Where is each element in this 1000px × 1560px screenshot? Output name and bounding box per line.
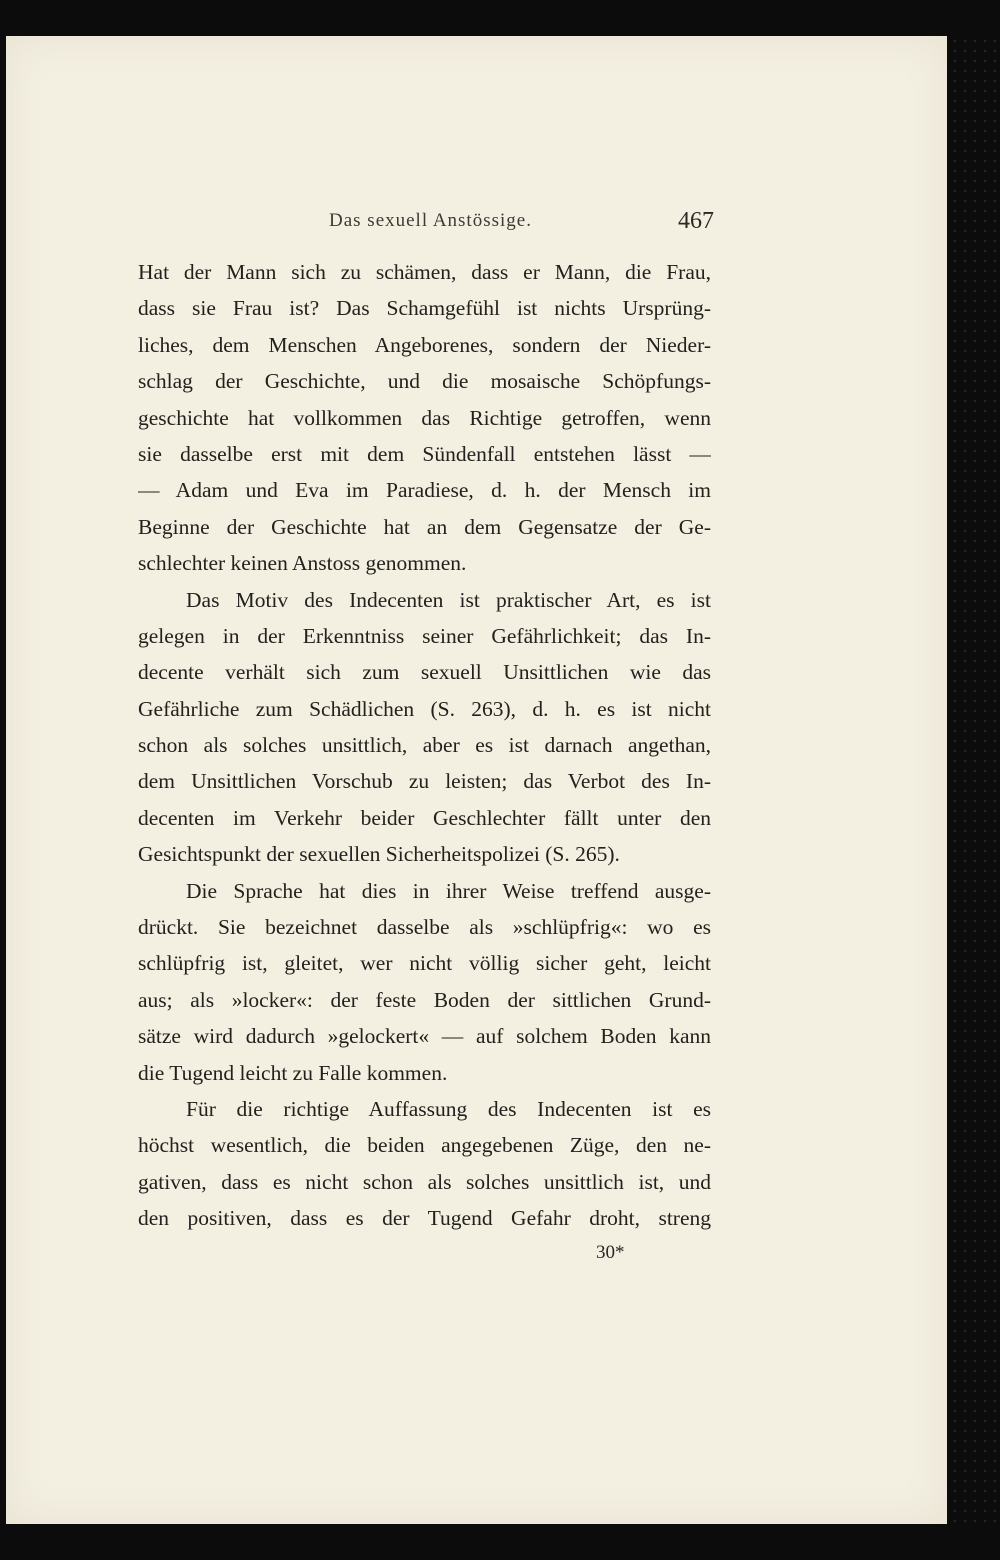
text-line: decente verhält sich zum sexuell Unsittlichen wie das bbox=[138, 660, 711, 685]
text-line: schlechter keinen Anstoss genommen. bbox=[138, 551, 467, 576]
text-line: dem Unsittlichen Vorschub zu leisten; das Verbot des In- bbox=[138, 769, 711, 794]
running-title: Das sexuell Anstössige. bbox=[329, 210, 532, 231]
text-line: Das Motiv des Indecenten ist praktischer Art, es ist bbox=[186, 587, 711, 612]
page-number: 467 bbox=[678, 208, 714, 234]
text-line: schon als solches unsittlich, aber es ist darnach angethan, bbox=[138, 733, 711, 758]
text-line: Hat der Mann sich zu schämen, dass er Mann, die Frau, bbox=[138, 260, 711, 284]
text-line: decenten im Verkehr beider Geschlechter fällt unter den bbox=[138, 805, 711, 830]
text-line: drückt. Sie bezeichnet dasselbe als »schlüpfrig«: wo es bbox=[138, 915, 711, 940]
text-line: den positiven, dass es der Tugend Gefahr droht, streng bbox=[138, 1206, 711, 1231]
text-line: sie dasselbe erst mit dem Sündenfall entstehen lässt — bbox=[138, 441, 711, 466]
text-line: Die Sprache hat dies in ihrer Weise treffend ausge- bbox=[186, 878, 711, 903]
text-line: aus; als »locker«: der feste Boden der sittlichen Grund- bbox=[138, 987, 711, 1012]
text-line: höchst wesentlich, die beiden angegebenen Züge, den ne- bbox=[138, 1133, 711, 1158]
text-line: gativen, dass es nicht schon als solches unsittlich ist, und bbox=[138, 1169, 711, 1194]
text-line: schlüpfrig ist, gleitet, wer nicht völlig sicher geht, leicht bbox=[138, 951, 711, 976]
text-line: Beginne der Geschichte hat an dem Gegensatze der Ge- bbox=[138, 514, 711, 539]
text-line: dass sie Frau ist? Das Schamgefühl ist nichts Ursprüng- bbox=[138, 296, 711, 321]
text-line: Für die richtige Auffassung des Indecenten ist es bbox=[186, 1096, 711, 1121]
text-block bbox=[138, 254, 711, 1237]
text-line: sätze wird dadurch »gelockert« — auf solchem Boden kann bbox=[138, 1024, 711, 1049]
text-line: — Adam und Eva im Paradiese, d. h. der Mensch im bbox=[138, 478, 711, 503]
text-line: geschichte hat vollkommen das Richtige getroffen, wenn bbox=[138, 405, 711, 430]
binding-edge bbox=[950, 36, 1000, 1524]
text-line: gelegen in der Erkenntniss seiner Gefährlichkeit; das In- bbox=[138, 623, 711, 648]
running-head bbox=[0, 208, 1000, 238]
text-line: liches, dem Menschen Angeborenes, sondern der Nieder- bbox=[138, 332, 711, 357]
text-line: Gesichtspunkt der sexuellen Sicherheitspolizei (S. 265). bbox=[138, 842, 620, 867]
text-line: schlag der Geschichte, und die mosaische Schöpfungs- bbox=[138, 369, 711, 394]
text-line: Gefährliche zum Schädlichen (S. 263), d. h. es ist nicht bbox=[138, 696, 711, 721]
text-line: die Tugend leicht zu Falle kommen. bbox=[138, 1060, 448, 1085]
signature-mark: 30* bbox=[596, 1242, 625, 1263]
